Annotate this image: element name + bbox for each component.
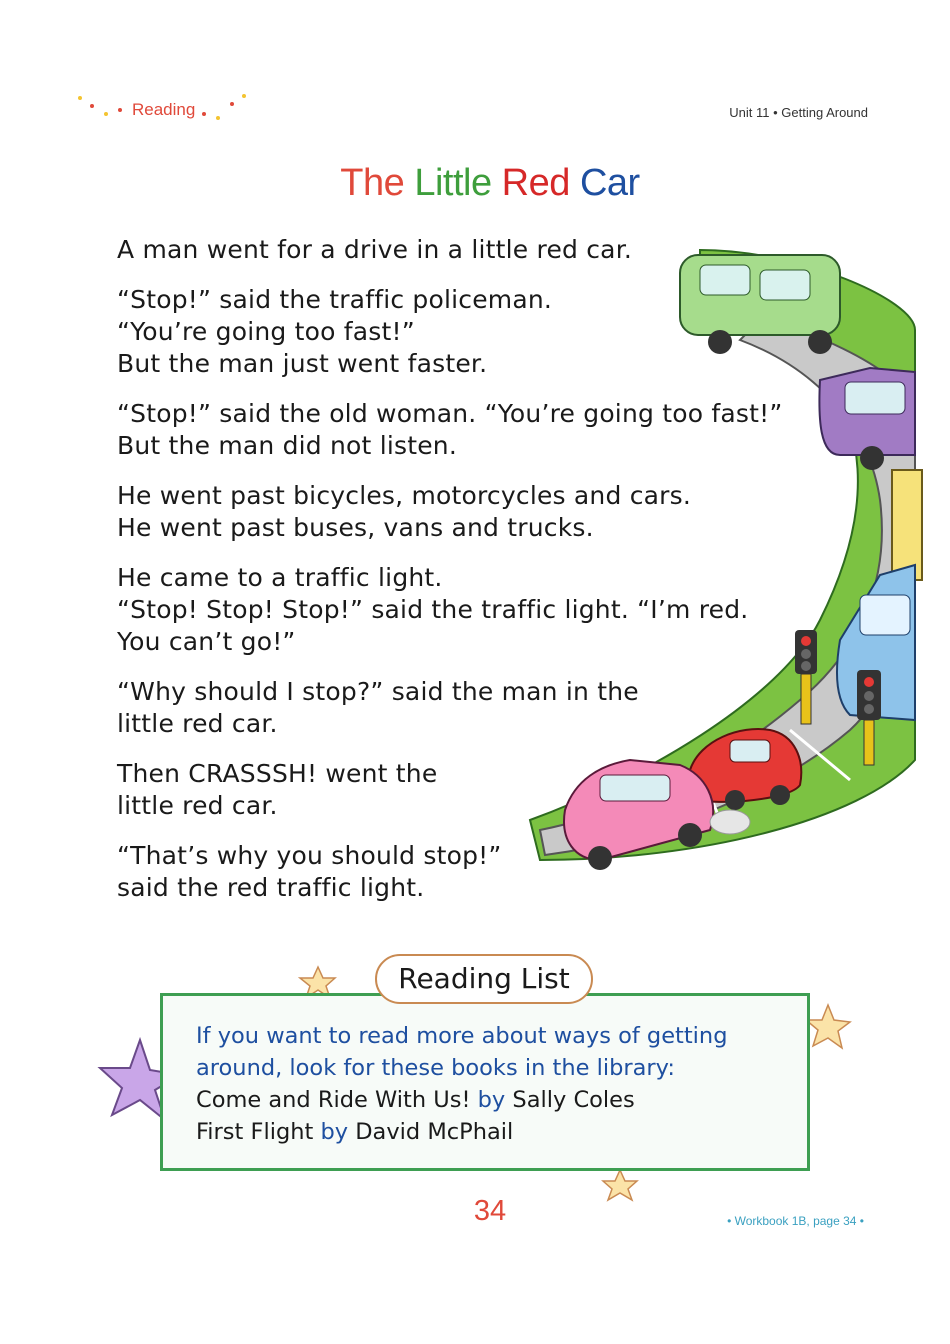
story-text <box>117 234 837 922</box>
reading-list-heading: Reading List <box>375 954 593 1004</box>
story-line: little red car. <box>117 791 278 820</box>
story-line: You can’t go!” <box>117 627 296 656</box>
book-by: by <box>320 1119 349 1145</box>
story-line: Then CRASSSH! went the <box>117 759 438 788</box>
story-line: said the red traffic light. <box>117 873 425 902</box>
story-paragraph <box>117 398 837 462</box>
title-part: Car <box>579 162 640 204</box>
story-line: “Stop!” said the old woman. “You’re going too fast!” <box>117 399 783 428</box>
story-line: He went past bicycles, motorcycles and cars. <box>117 481 692 510</box>
story-line: But the man just went faster. <box>117 349 488 378</box>
story-line: He went past buses, vans and trucks. <box>117 513 594 542</box>
page-number: 34 <box>473 1195 507 1227</box>
story-line: “You’re going too fast!” <box>117 317 415 346</box>
title-part: Red <box>501 162 580 204</box>
story-paragraph <box>117 480 837 544</box>
book-by: by <box>477 1087 506 1113</box>
title-part: The <box>340 162 415 204</box>
book-title: Come and Ride With Us! <box>196 1087 471 1113</box>
story-paragraph <box>117 284 837 380</box>
story-line: “Stop! Stop! Stop!” said the traffic light. “I’m red. <box>117 595 749 624</box>
story-line: He came to a traffic light. <box>117 563 443 592</box>
story-paragraph <box>117 676 837 740</box>
yellow-truck-icon <box>892 470 922 580</box>
story-paragraph <box>117 234 837 266</box>
reading-list-body <box>196 1020 806 1148</box>
book-entry <box>196 1084 806 1116</box>
book-author: David McPhail <box>355 1119 514 1145</box>
story-line: “Stop!” said the traffic policeman. <box>117 285 553 314</box>
workbook-reference: • Workbook 1B, page 34 • <box>727 1214 864 1228</box>
story-paragraph <box>117 758 837 822</box>
story-line: “Why should I stop?” said the man in the <box>117 677 639 706</box>
reading-list-intro: around, look for these books in the library: <box>196 1055 675 1081</box>
book-title: First Flight <box>196 1119 314 1145</box>
story-line: A man went for a drive in a little red car. <box>117 235 633 264</box>
unit-label: Unit 11 • Getting Around <box>729 105 868 120</box>
book-author: Sally Coles <box>512 1087 635 1113</box>
reading-list-intro: If you want to read more about ways of getting <box>196 1023 728 1049</box>
story-line: “That’s why you should stop!” <box>117 841 502 870</box>
story-line: But the man did not listen. <box>117 431 457 460</box>
story-paragraph <box>117 840 837 904</box>
title-part: Little <box>414 162 502 204</box>
story-line: little red car. <box>117 709 278 738</box>
story-paragraph <box>117 562 837 658</box>
book-entry <box>196 1116 806 1148</box>
section-label: Reading <box>132 100 196 119</box>
